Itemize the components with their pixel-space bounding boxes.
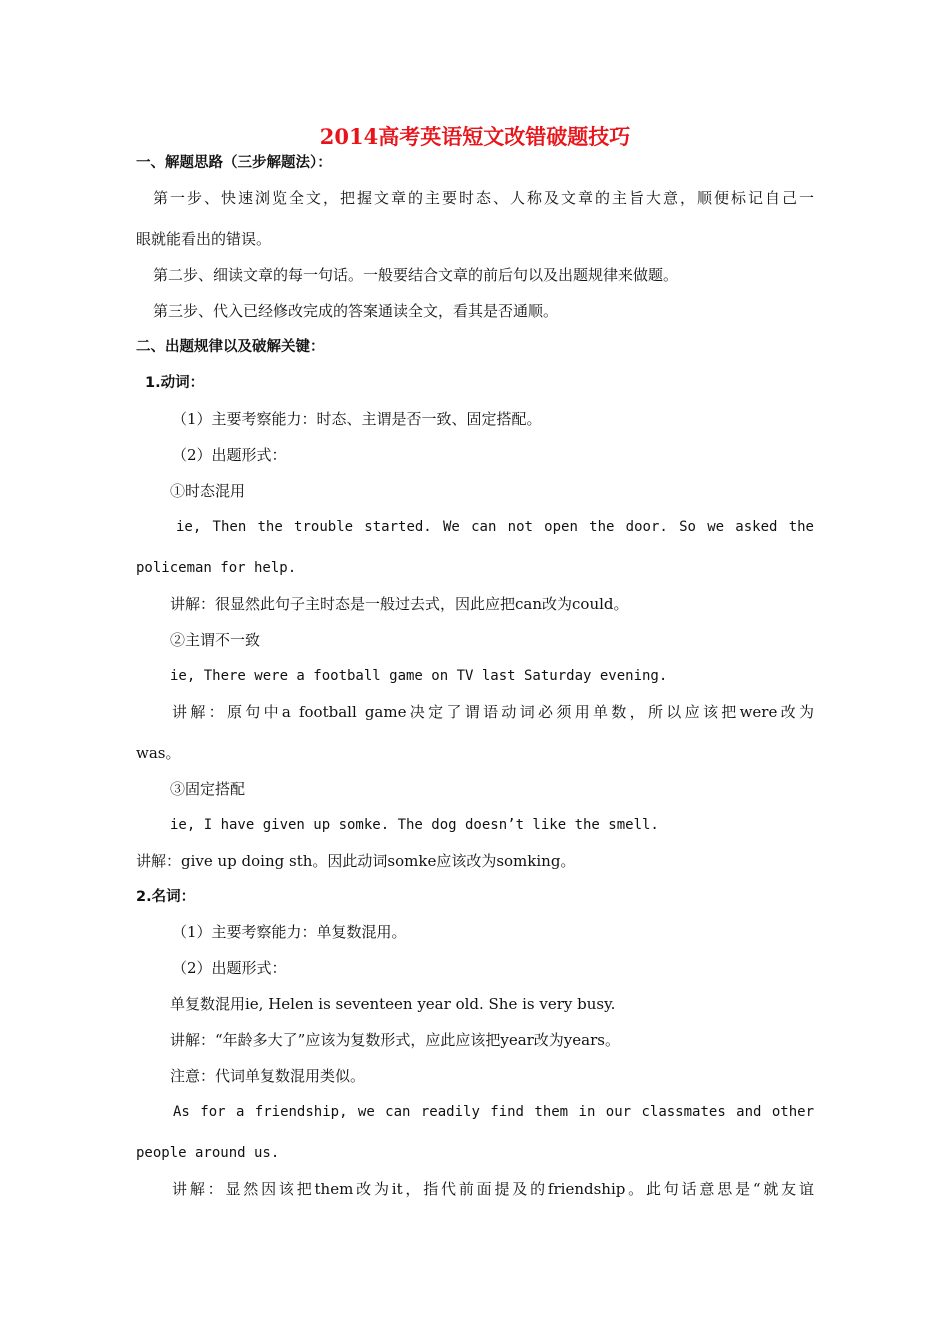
verb-forms-text: （2）出题形式： [172,446,287,464]
step2-text: 第二步、细读文章的每一句话。一般要结合文章的前后句以及出题规律来做题。 [153,266,679,284]
pronoun-explanation: 讲解：显然因该把them改为it，指代前面提及的friendship。此句话意思是“就友谊 [172,1180,814,1198]
pronoun-example-line2: people around us. [136,1145,280,1161]
verb-ability-text: （1）主要考察能力：时态、主谓是否一致、固定搭配。 [172,410,542,428]
agreement-example: ie, There were a football game on TV last Saturday evening. [170,668,668,684]
pronoun-example-line1: As for a friendship, we can readily find them in our classmates and other [173,1104,814,1120]
agreement-label: ②主谓不一致 [170,631,261,649]
fixed-collocation-explanation: 讲解：give up doing sth。因此动词somke应该改为somking。 [136,852,576,870]
document-title: 2014高考英语短文改错破题技巧 [319,124,631,149]
agreement-explanation-line2: was。 [136,744,181,762]
step1-text-line2: 眼就能看出的错误。 [136,230,272,248]
section-heading-rules: 二、出题规律以及破解关键： [136,339,325,355]
fixed-collocation-example: ie, I have given up somke. The dog doesn’t like the smell. [170,817,659,833]
noun-heading: 2.名词： [136,889,196,905]
tense-example-line1: ie, Then the trouble started. We can not open the door. So we asked the [176,519,814,535]
number-mix-example: 单复数混用ie, Helen is seventeen year old. She is very busy. [170,995,616,1013]
agreement-explanation-line1: 讲解：原句中a football game决定了谓语动词必须用单数，所以应该把were改为 [172,703,814,721]
verb-heading: 1.动词： [145,375,205,391]
step3-text: 第三步、代入已经修改完成的答案通读全文，看其是否通顺。 [153,302,559,320]
section-heading-approach: 一、解题思路（三步解题法）： [136,155,332,171]
step1-text-line1: 第一步、快速浏览全文，把握文章的主要时态、人称及文章的主旨大意，顺便标记自己一 [153,189,814,207]
tense-explanation: 讲解：很显然此句子主时态是一般过去式，因此应把can改为could。 [170,595,629,613]
noun-forms-text: （2）出题形式： [172,959,287,977]
noun-ability-text: （1）主要考察能力：单复数混用。 [172,923,407,941]
tense-example-line2: policeman for help. [136,560,297,576]
fixed-collocation-label: ③固定搭配 [170,780,246,798]
pronoun-attention-note: 注意：代词单复数混用类似。 [170,1067,366,1085]
tense-mix-label: ①时态混用 [170,482,246,500]
number-mix-explanation: 讲解：“年龄多大了”应该为复数形式，应此应该把year改为years。 [170,1031,620,1049]
